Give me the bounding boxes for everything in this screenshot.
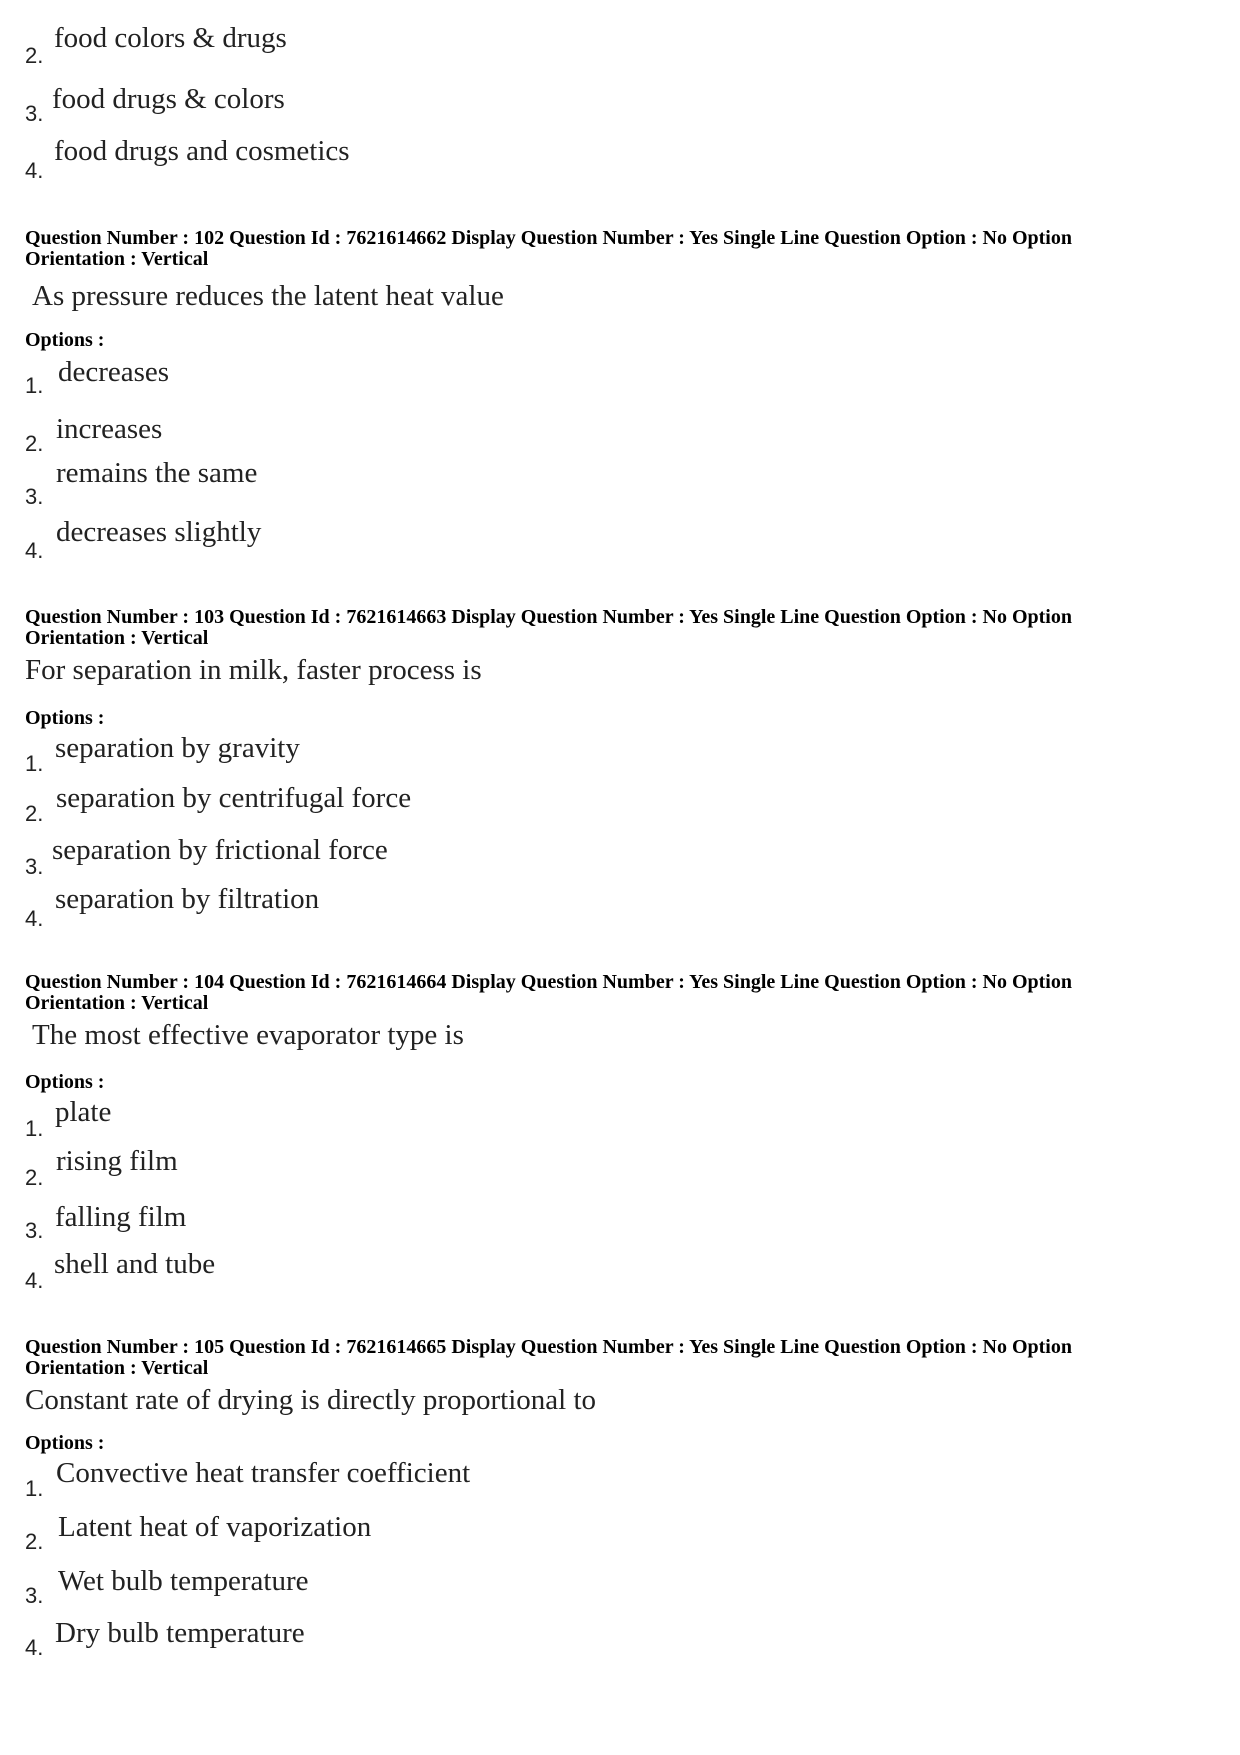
option-number: 3. (25, 1583, 44, 1608)
option-number: 1. (25, 751, 44, 776)
option-number: 4. (25, 1268, 44, 1293)
option-text: food drugs & colors (52, 83, 285, 115)
option-text: separation by frictional force (52, 834, 388, 866)
option-text: remains the same (56, 457, 258, 489)
option-number: 3. (25, 484, 44, 509)
option-number: 2. (25, 1165, 44, 1190)
options-label: Options : (25, 707, 105, 729)
question-meta (25, 228, 1072, 270)
option-number: 1. (25, 1476, 44, 1501)
question-meta-line2: Orientation : Vertical (25, 1357, 209, 1379)
option-text: increases (56, 413, 163, 445)
option-number: 1. (25, 373, 44, 398)
option-number: 4. (25, 906, 44, 931)
option-text: Wet bulb temperature (58, 1565, 309, 1597)
question-text: Constant rate of drying is directly proportional to (25, 1384, 597, 1416)
option-text: separation by gravity (55, 732, 300, 764)
question-meta-line2: Orientation : Vertical (25, 992, 209, 1014)
question-text: As pressure reduces the latent heat value (32, 280, 504, 312)
option-number: 4. (25, 158, 44, 183)
question-meta-line2: Orientation : Vertical (25, 248, 209, 270)
option-number: 3. (25, 101, 44, 126)
option-number: 1. (25, 1116, 44, 1141)
option-text: separation by centrifugal force (56, 782, 412, 814)
option-text: plate (55, 1096, 112, 1128)
option-number: 2. (25, 431, 44, 456)
option-text: shell and tube (54, 1248, 216, 1280)
question-meta-line2: Orientation : Vertical (25, 627, 209, 649)
question-meta-line1: Question Number : 103 Question Id : 7621614663 Display Question Number : Yes Single Line Question Option : No Option (25, 606, 1072, 628)
options-label: Options : (25, 329, 105, 351)
option-text: separation by filtration (55, 883, 320, 915)
options-label: Options : (25, 1071, 105, 1093)
question-meta (25, 607, 1072, 649)
question-meta-line1: Question Number : 104 Question Id : 7621614664 Display Question Number : Yes Single Line Question Option : No Option (25, 971, 1072, 993)
option-number: 2. (25, 43, 44, 68)
option-number: 3. (25, 1218, 44, 1243)
option-number: 4. (25, 538, 44, 563)
option-number: 3. (25, 854, 44, 879)
option-text: food colors & drugs (54, 22, 287, 54)
option-text: rising film (56, 1145, 178, 1177)
option-text: Dry bulb temperature (55, 1617, 305, 1649)
options-label: Options : (25, 1432, 105, 1454)
option-text: decreases (58, 356, 170, 388)
option-text: food drugs and cosmetics (54, 135, 350, 167)
question-meta (25, 1337, 1072, 1379)
option-text: falling film (55, 1201, 187, 1233)
option-text: Convective heat transfer coefficient (56, 1457, 471, 1489)
option-number: 2. (25, 1529, 44, 1554)
question-meta-line1: Question Number : 102 Question Id : 7621614662 Display Question Number : Yes Single Line Question Option : No Option (25, 227, 1072, 249)
option-text: Latent heat of vaporization (58, 1511, 372, 1543)
question-text: For separation in milk, faster process is (25, 654, 482, 686)
option-number: 2. (25, 801, 44, 826)
question-text: The most effective evaporator type is (32, 1019, 464, 1051)
question-meta (25, 972, 1072, 1014)
option-text: decreases slightly (56, 516, 262, 548)
question-meta-line1: Question Number : 105 Question Id : 7621614665 Display Question Number : Yes Single Line Question Option : No Option (25, 1336, 1072, 1358)
option-number: 4. (25, 1635, 44, 1660)
